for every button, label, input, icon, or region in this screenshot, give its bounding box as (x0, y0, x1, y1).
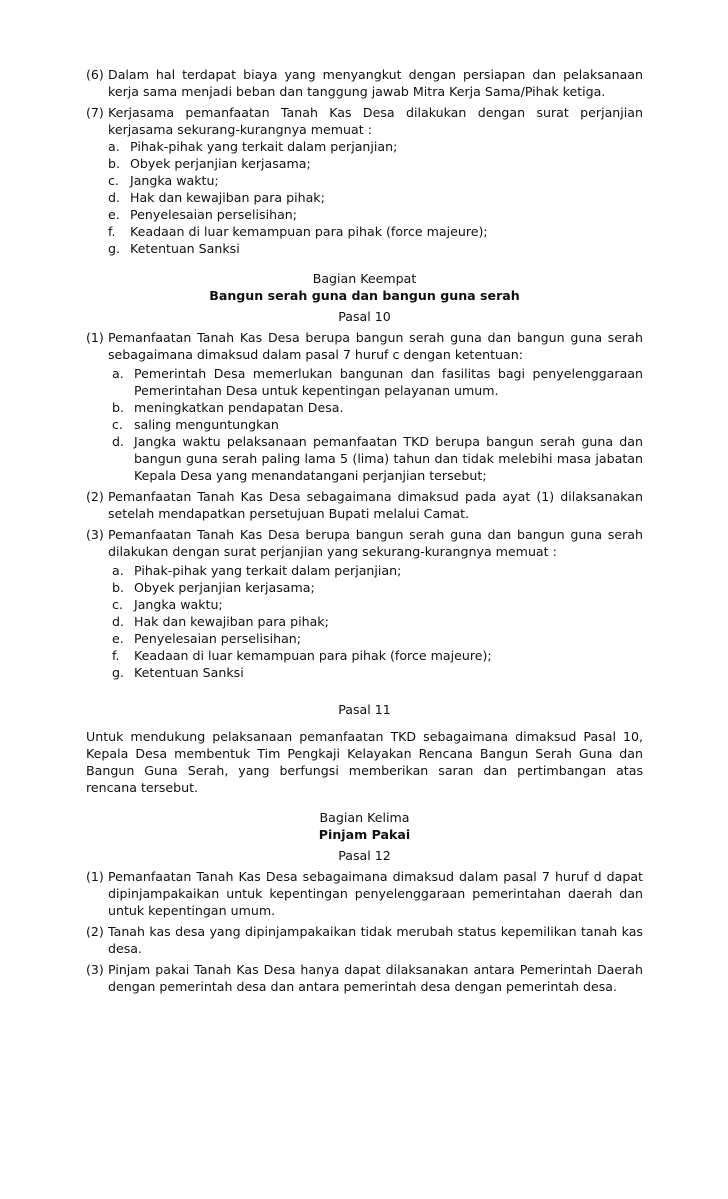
paragraph-text: Tanah kas desa yang dipinjampakaikan tidak merubah status kepemilikan tanah kas desa. (108, 924, 643, 956)
paragraph-1 (86, 868, 643, 919)
list-item (112, 647, 643, 664)
list-item (112, 365, 643, 399)
list-item (112, 399, 643, 416)
paragraph-number: (1) (86, 869, 104, 884)
list-letter: b. (108, 156, 120, 171)
section-title: Bangun serah guna dan bangun guna serah (209, 288, 520, 303)
article-body: Untuk mendukung pelaksanaan pemanfaatan TKD sebagaimana dimaksud Pasal 10, Kepala Desa membentuk Tim Pengkaji Kelayakan Rencana Bangun Serah Guna dan Bangun Guna Serah, yang berfungsi memberikan saran dan pertimbangan atas rencana tersebut. (86, 729, 643, 795)
article-title: Pasal 10 (338, 309, 391, 324)
list-text: Ketentuan Sanksi (134, 665, 244, 680)
list-text: Obyek perjanjian kerjasama; (130, 156, 311, 171)
list-item (112, 630, 643, 647)
list-text: Penyelesaian perselisihan; (134, 631, 302, 646)
paragraph-7 (86, 104, 643, 138)
paragraph-text: Pemanfaatan Tanah Kas Desa berupa bangun serah guna dan bangun guna serah sebagaimana dimaksud dalam pasal 7 huruf c dengan ketentuan: (108, 330, 643, 362)
list-item (112, 664, 643, 681)
paragraph-number: (1) (86, 330, 104, 345)
list-item (108, 172, 643, 189)
list-letter: b. (112, 400, 124, 415)
list-item (108, 155, 643, 172)
list-item (108, 138, 643, 155)
paragraph-number: (2) (86, 924, 104, 939)
list-text: Hak dan kewajiban para pihak; (130, 190, 325, 205)
list-letter: f. (112, 648, 120, 663)
list-text: Obyek perjanjian kerjasama; (134, 580, 315, 595)
paragraph-3-list (86, 562, 643, 681)
list-letter: a. (112, 563, 124, 578)
paragraph-number: (2) (86, 489, 104, 504)
article-title: Pasal 12 (338, 848, 391, 863)
paragraph-3 (86, 961, 643, 995)
paragraph-2 (86, 488, 643, 522)
paragraph-1-list (86, 365, 643, 484)
list-letter: c. (108, 173, 119, 188)
list-item (112, 416, 643, 433)
paragraph-6 (86, 66, 643, 100)
list-letter: g. (108, 241, 120, 256)
paragraph-text: Pinjam pakai Tanah Kas Desa hanya dapat dilaksanakan antara Pemerintah Daerah dengan pemerintah desa dan antara pemerintah desa dengan pemerintah desa. (108, 962, 643, 994)
list-letter: c. (112, 417, 123, 432)
list-letter: e. (108, 207, 120, 222)
paragraph-text: Dalam hal terdapat biaya yang menyangkut dengan persiapan dan pelaksanaan kerja sama menjadi beban dan tanggung jawab Mitra Kerja Sama/Pihak ketiga. (108, 67, 643, 99)
list-text: Penyelesaian perselisihan; (130, 207, 298, 222)
list-text: Pihak-pihak yang terkait dalam perjanjian; (134, 563, 402, 578)
paragraph-1 (86, 329, 643, 363)
list-item (108, 189, 643, 206)
paragraph-text: Kerjasama pemanfaatan Tanah Kas Desa dilakukan dengan surat perjanjian kerjasama sekurang-kurangnya memuat : (108, 105, 643, 137)
list-item (108, 240, 643, 257)
list-text: Keadaan di luar kemampuan para pihak (force majeure); (134, 648, 492, 663)
section-label: Bagian Kelima (319, 810, 410, 825)
list-text: Pihak-pihak yang terkait dalam perjanjian; (130, 139, 398, 154)
paragraph-3 (86, 526, 643, 560)
section-label: Bagian Keempat (312, 271, 417, 286)
paragraph-text: Pemanfaatan Tanah Kas Desa sebagaimana dimaksud pada ayat (1) dilaksanakan setelah mendapatkan persetujuan Bupati melalui Camat. (108, 489, 643, 521)
list-text: Pemerintah Desa memerlukan bangunan dan fasilitas bagi penyelenggaraan Pemerintahan Desa untuk kepentingan pelayanan umum. (134, 366, 643, 398)
list-text: Keadaan di luar kemampuan para pihak (force majeure); (130, 224, 488, 239)
list-item (108, 206, 643, 223)
paragraph-text: Pemanfaatan Tanah Kas Desa berupa bangun serah guna dan bangun guna serah dilakukan dengan surat perjanjian yang sekurang-kurangnya memuat : (108, 527, 643, 559)
list-letter: d. (112, 614, 124, 629)
paragraph-number: (3) (86, 962, 104, 977)
paragraph-number: (3) (86, 527, 104, 542)
list-item (112, 562, 643, 579)
list-letter: e. (112, 631, 124, 646)
list-text: saling menguntungkan (134, 417, 279, 432)
list-item (108, 223, 643, 240)
list-item (112, 579, 643, 596)
list-text: Hak dan kewajiban para pihak; (134, 614, 329, 629)
paragraph-7-list (86, 138, 643, 257)
section-title: Pinjam Pakai (318, 827, 411, 842)
list-letter: d. (112, 434, 124, 449)
list-letter: d. (108, 190, 120, 205)
paragraph-number: (7) (86, 105, 104, 120)
list-item (112, 613, 643, 630)
document-page (86, 66, 643, 999)
list-text: Jangka waktu; (134, 597, 223, 612)
list-letter: f. (108, 224, 116, 239)
list-text: Jangka waktu pelaksanaan pemanfaatan TKD berupa bangun serah guna dan bangun guna serah paling lama 5 (lima) tahun dan tidak melebihi masa jabatan Kepala Desa yang menandatangani perjanjian tersebut; (134, 434, 643, 483)
list-letter: b. (112, 580, 124, 595)
paragraph-2 (86, 923, 643, 957)
list-letter: a. (112, 366, 124, 381)
list-letter: a. (108, 139, 120, 154)
list-text: Ketentuan Sanksi (130, 241, 240, 256)
list-letter: c. (112, 597, 123, 612)
paragraph-number: (6) (86, 67, 104, 82)
list-text: Jangka waktu; (130, 173, 219, 188)
list-text: meningkatkan pendapatan Desa. (134, 400, 344, 415)
article-title: Pasal 11 (338, 702, 391, 717)
list-letter: g. (112, 665, 124, 680)
list-item (112, 596, 643, 613)
paragraph-text: Pemanfaatan Tanah Kas Desa sebagaimana dimaksud dalam pasal 7 huruf d dapat dipinjampakaikan untuk kepentingan penyelenggaraan pemerintahan daerah dan untuk kepentingan umum. (108, 869, 643, 918)
list-item (112, 433, 643, 484)
